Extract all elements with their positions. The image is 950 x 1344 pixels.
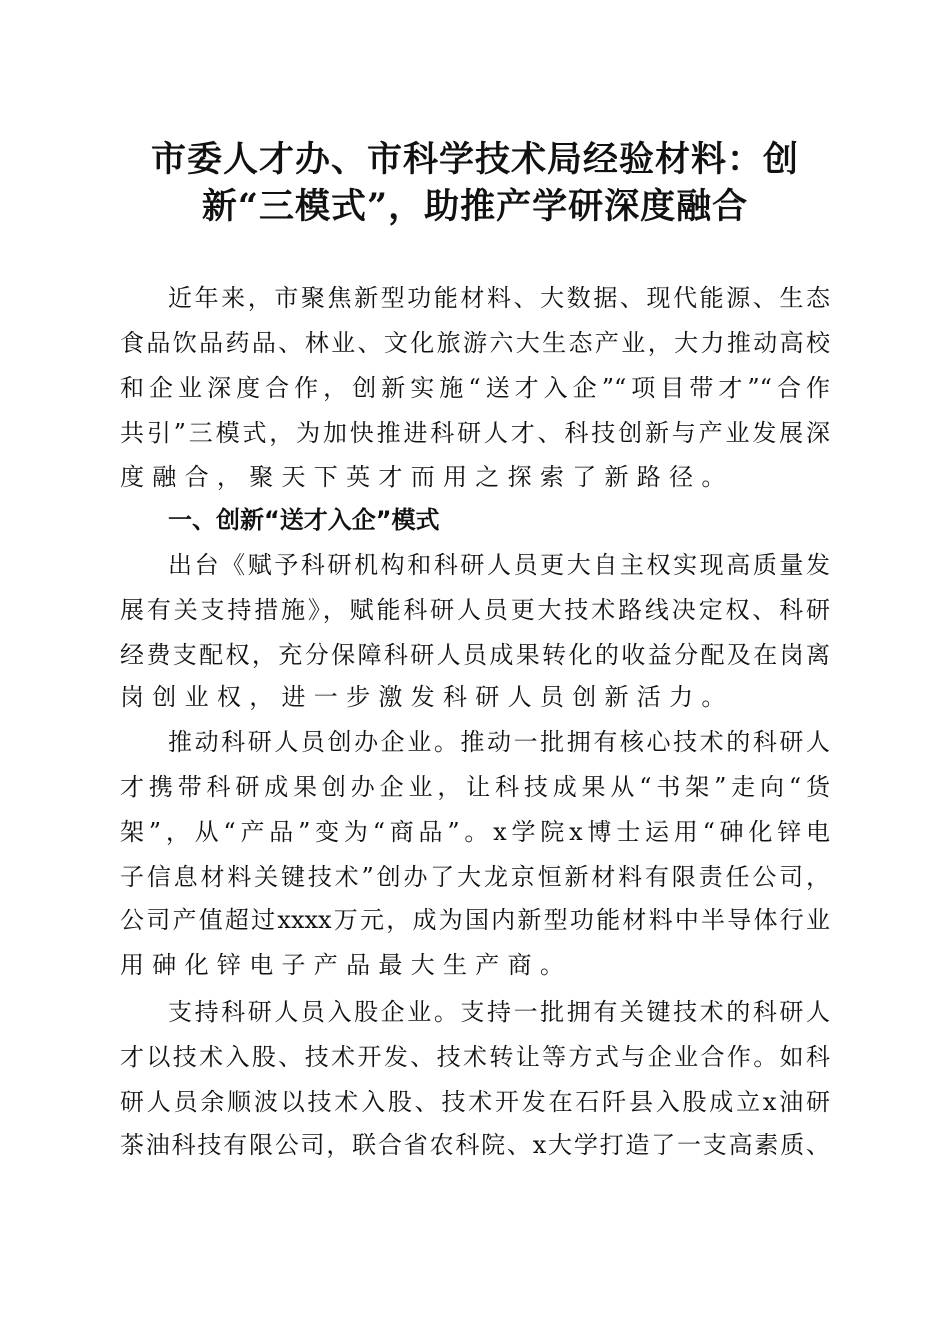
document-title-line-2: 新“三模式”，助推产学研深度融合 — [201, 186, 749, 227]
text-line: 食品饮品药品、林业、文化旅游六大生态产业，大力推动高校 — [120, 329, 830, 357]
text-line: 共引”三模式，为加快推进科研人才、科技创新与产业发展深 — [120, 419, 830, 447]
text-line: 公司产值超过xxxx万元，成为国内新型功能材料中半导体行业 — [120, 906, 830, 934]
text-line: 用砷化锌电子产品最大生产商。 — [120, 951, 573, 979]
text-line: 茶油科技有限公司，联合省农科院、x大学打造了一支高素质、 — [120, 1131, 830, 1159]
text-line: 推动科研人员创办企业。推动一批拥有核心技术的科研人 — [168, 728, 830, 756]
text-line: 近年来，市聚焦新型功能材料、大数据、现代能源、生态 — [168, 284, 830, 312]
text-line: 研人员余顺波以技术入股、技术开发在石阡县入股成立x油研 — [120, 1088, 830, 1116]
document-title-line-1: 市委人才办、市科学技术局经验材料：创 — [150, 139, 799, 180]
text-line: 岗创业权，进一步激发科研人员创新活力。 — [120, 683, 734, 711]
text-line: 出台《赋予科研机构和科研人员更大自主权实现高质量发 — [168, 551, 830, 579]
text-line: 支持科研人员入股企业。支持一批拥有关键技术的科研人 — [168, 998, 830, 1026]
text-line: 度融合，聚天下英才而用之探索了新路径。 — [120, 463, 734, 491]
text-line: 展有关支持措施》，赋能科研人员更大技术路线决定权、科研 — [120, 596, 830, 624]
section-heading: 一、创新“送才入企”模式 — [168, 506, 440, 534]
text-line: 经费支配权，充分保障科研人员成果转化的收益分配及在岗离 — [120, 641, 830, 669]
text-line: 才携带科研成果创办企业，让科技成果从“书架”走向“货 — [120, 773, 830, 801]
text-line: 才以技术入股、技术开发、技术转让等方式与企业合作。如科 — [120, 1043, 830, 1071]
text-line: 架”，从“产品”变为“商品”。x学院x博士运用“砷化锌电 — [120, 818, 830, 846]
text-line: 子信息材料关键技术”创办了大龙京恒新材料有限责任公司， — [120, 863, 830, 891]
text-line: 和企业深度合作，创新实施“送才入企”“项目带才”“合作 — [120, 374, 830, 402]
